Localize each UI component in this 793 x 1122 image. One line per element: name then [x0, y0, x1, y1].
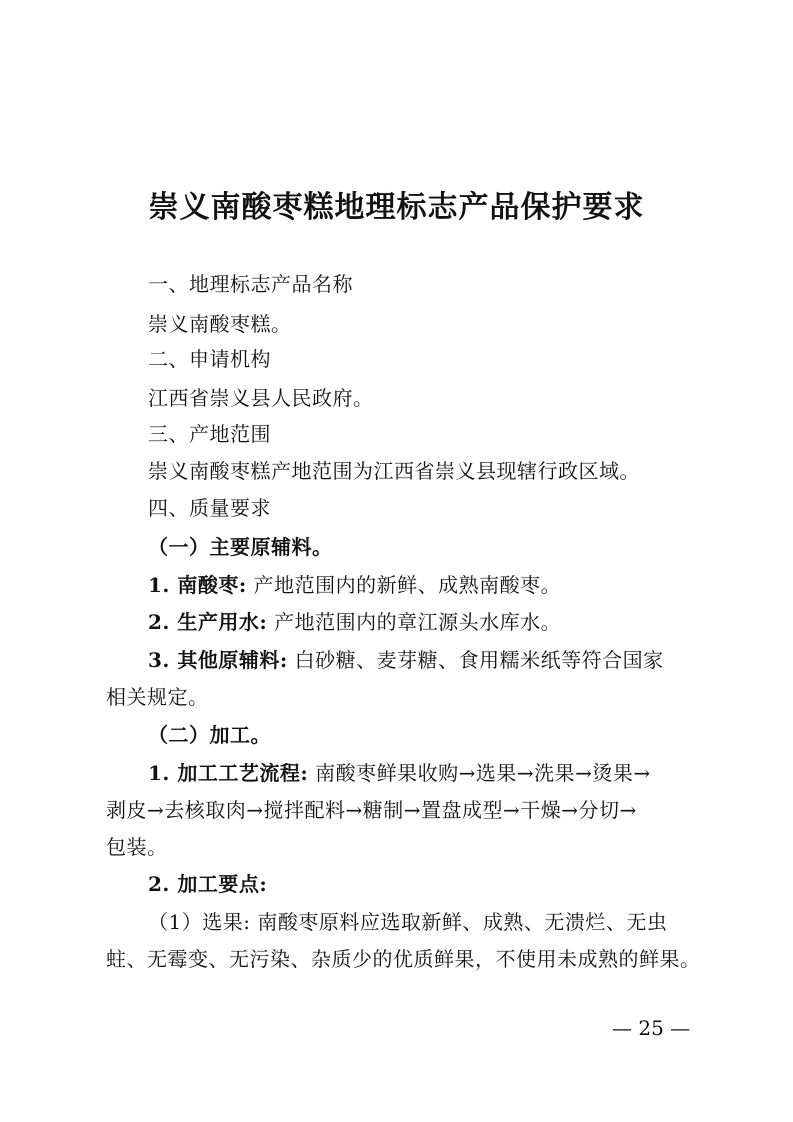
material-item-1 — [148, 570, 561, 600]
process-flow-text: 南酸枣鲜果收购→选果→洗果→烫果→ — [308, 761, 651, 785]
section-heading-production-area: 三、产地范围 — [148, 422, 271, 446]
section-heading-applicant: 二、申请机构 — [148, 347, 271, 371]
material-item-1-label: 1. 南酸枣: — [148, 573, 247, 597]
material-item-3 — [148, 645, 664, 675]
process-flow-line-2: 剥皮→去核取肉→搅拌配料→糖制→置盘成型→干燥→分切→ — [106, 798, 637, 822]
material-item-2-text: 产地范围内的章江源头水库水。 — [267, 610, 562, 634]
product-name-text: 崇义南酸枣糕。 — [148, 312, 292, 336]
process-flow-label: 1. 加工工艺流程: — [148, 761, 309, 785]
material-item-3-continued: 相关规定。 — [106, 685, 209, 709]
process-flow-line-1 — [148, 758, 651, 788]
processing-point-1-line-1: （1）选果: 南酸枣原料应选取新鲜、成熟、无溃烂、无虫 — [148, 910, 668, 934]
applicant-text: 江西省崇义县人民政府。 — [148, 386, 374, 410]
processing-point-1-line-2: 蛀、无霉变、无污染、杂质少的优质鲜果，不使用未成熟的鲜果。 — [106, 947, 701, 971]
processing-heading: （二）加工。 — [148, 723, 271, 747]
process-flow-line-3: 包装。 — [106, 835, 168, 859]
material-item-3-text: 白砂糖、麦芽糖、食用糯米纸等符合国家 — [287, 648, 664, 672]
material-item-2 — [148, 607, 561, 637]
material-item-2-label: 2. 生产用水: — [148, 610, 268, 634]
material-item-1-text: 产地范围内的新鲜、成熟南酸枣。 — [246, 573, 562, 597]
materials-heading: （一）主要原辅料。 — [148, 535, 333, 559]
section-heading-product-name: 一、地理标志产品名称 — [148, 272, 353, 296]
production-area-text: 崇义南酸枣糕产地范围为江西省崇义县现辖行政区域。 — [148, 459, 640, 483]
processing-points-label: 2. 加工要点: — [148, 872, 268, 896]
section-heading-quality: 四、质量要求 — [148, 496, 271, 520]
page-number: — 25 — — [612, 1016, 691, 1040]
material-item-3-label: 3. 其他原辅料: — [148, 648, 288, 672]
document-title: 崇义南酸枣糕地理标志产品保护要求 — [148, 190, 645, 225]
